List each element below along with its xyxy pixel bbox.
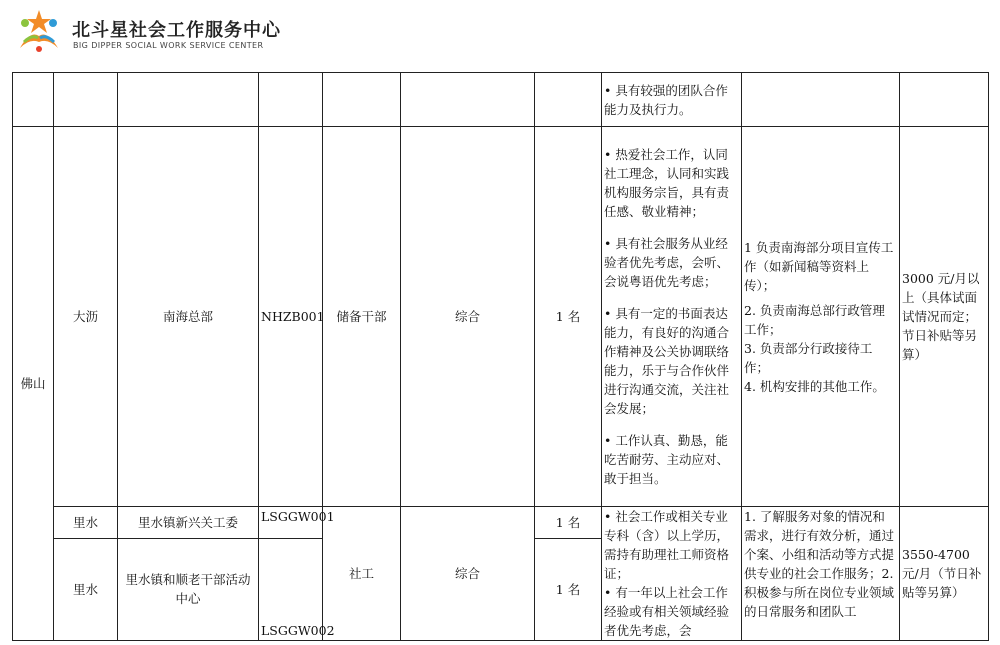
- org-name-english: BIG DIPPER SOCIAL WORK SERVICE CENTER: [73, 41, 264, 50]
- code-cell: LSGGW001: [259, 507, 323, 539]
- code-cell: LSGGW002: [259, 538, 323, 640]
- unit-cell: 南海总部: [118, 127, 259, 507]
- org-name: 北斗星社会工作服务中心: [72, 20, 281, 41]
- duty-item: 3. 负责部分行政接待工作；: [744, 340, 873, 375]
- count-cell: 1 名: [535, 127, 602, 507]
- duties-cell: [742, 127, 900, 507]
- requirement-item: • 热爱社会工作，认同社工理念，认同和实践机构服务宗旨，具有责任感、敬业精神；: [604, 147, 730, 219]
- category-cell: 综合: [401, 127, 535, 507]
- table-row: [13, 127, 989, 507]
- area-cell: 大沥: [54, 127, 118, 507]
- salary-cell: 3000 元/月以上（具体试面试情况而定；节日补贴等另算）: [900, 127, 989, 507]
- area-cell: 里水: [54, 538, 118, 640]
- area-cell: 里水: [54, 507, 118, 539]
- requirements-cell: [602, 507, 742, 641]
- position-cell: 储备干部: [323, 127, 401, 507]
- requirement-item: • 具有社会服务从业经验者优先考虑，会听、会说粤语优先考虑；: [604, 236, 730, 289]
- table-row-continuation: [13, 73, 989, 127]
- salary-cell: 3550-4700 元/月（节日补贴等另算）: [900, 507, 989, 641]
- duty-item: 1 负责南海部分项目宣传工作（如新闻稿等资料上传）；: [744, 239, 894, 293]
- star-figure-logo-icon: [16, 8, 62, 54]
- duty-item: 4. 机构安排的其他工作。: [744, 378, 885, 394]
- unit-cell: 里水镇和顺老干部活动中心: [118, 538, 259, 640]
- requirement-item: • 工作认真、勤恳，能吃苦耐劳、主动应对、敢于担当。: [604, 433, 730, 486]
- count-cell: 1 名: [535, 507, 602, 539]
- requirement-item: • 社会工作或相关专业专科（含）以上学历，需持有助理社工师资格证；: [604, 509, 730, 581]
- unit-cell: 里水镇新兴关工委: [118, 507, 259, 539]
- duties-cell: 1. 了解服务对象的情况和需求，进行有效分析，通过个案、小组和活动等方式提供专业的社会工作服务；2. 积极参与所在岗位专业领域的日常服务和团队工: [742, 507, 900, 641]
- count-cell: 1 名: [535, 538, 602, 640]
- position-cell: 社工: [323, 507, 401, 641]
- duty-item: 2. 负责南海总部行政管理工作；: [744, 302, 885, 337]
- code-cell: NHZB001: [259, 127, 323, 507]
- page-header: [10, 6, 410, 56]
- requirement-item: • 有一年以上社会工作经验或有相关领域经验者优先考虑，会: [604, 585, 730, 638]
- region-cell: 佛山: [13, 127, 54, 641]
- requirement-item: • 具有一定的书面表达能力，有良好的沟通合作精神及公关协调联络能力，乐于与合作伙伴进行沟通交流，关注社会发展；: [604, 306, 730, 416]
- table-row: [13, 507, 989, 539]
- requirements-cell: [602, 73, 742, 127]
- job-listing-table: [12, 72, 989, 641]
- requirement-item: • 具有较强的团队合作能力及执行力。: [604, 82, 728, 117]
- category-cell: 综合: [401, 507, 535, 641]
- requirements-cell: [602, 127, 742, 507]
